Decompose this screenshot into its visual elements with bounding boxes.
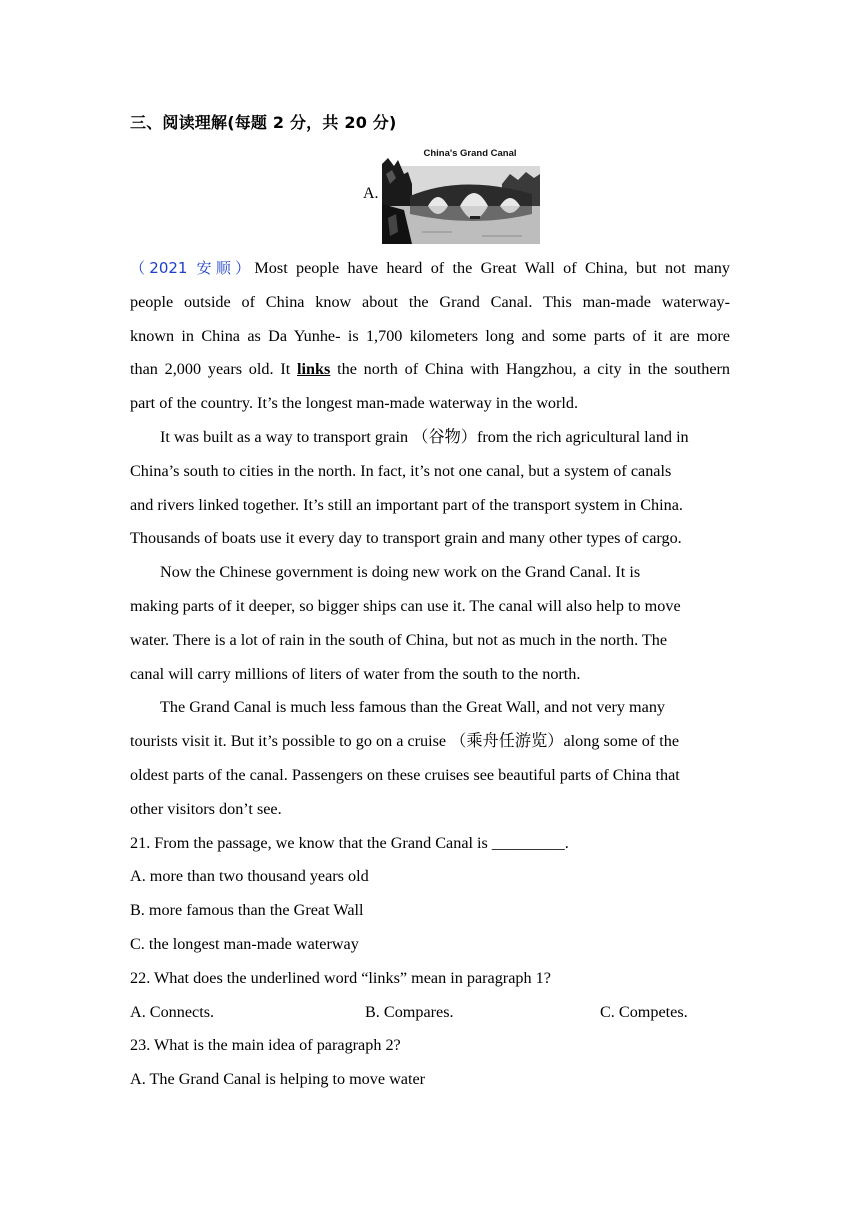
question-22-option-b: B. Compares. [365,1002,454,1021]
figure-caption: China's Grand Canal [423,148,517,159]
passage-line: making parts of it deeper, so bigger ships can use it. The canal will also help to move [130,596,681,615]
passage-line: other visitors don’t see. [130,799,282,818]
passage-line: oldest parts of the canal. Passengers on these cruises see beautiful parts of China that [130,765,680,784]
passage-line: China’s south to cities in the north. In fact, it’s not one canal, but a system of canals [130,461,672,480]
passage-line: The Grand Canal is much less famous than the Great Wall, and not very many [160,698,666,717]
question-23-stem: 23. What is the main idea of paragraph 2? [130,1036,401,1055]
passage-line: Now the Chinese government is doing new work on the Grand Canal. It is [160,563,641,582]
question-21-option-b: B. more famous than the Great Wall [130,901,364,920]
section-title: 三、阅读理解(每题 2 分，共 20 分) [130,113,397,132]
question-21-option-c: C. the longest man-made waterway [130,934,359,953]
question-22-options [130,996,730,1030]
question-23-option-a: A. The Grand Canal is helping to move water [130,1070,426,1089]
question-21-option-a: A. more than two thousand years old [130,867,369,886]
question-22-stem: 22. What does the underlined word “links” mean in paragraph 1? [130,968,551,987]
passage-line: water. There is a lot of rain in the south of China, but not as much in the north. The [130,630,668,649]
source-tag: （2021 安顺） [130,259,255,277]
passage-line [130,353,730,387]
question-22-option-a: A. Connects. [130,1002,215,1021]
passage-line: Thousands of boats use it every day to transport grain and many other types of cargo. [130,529,682,548]
passage-text: Most people have heard of the Great Wall of China, but not many [254,259,730,277]
passage-line: tourists visit it. But it’s possible to go on a cruise （乘舟任游览）along some of the [130,732,679,751]
passage-line [130,252,730,286]
passage-and-questions [130,252,730,1097]
passage-line: canal will carry millions of liters of water from the south to the north. [130,664,581,683]
passage-text: the north of China with Hangzhou, a city in the southern [337,360,731,379]
passage-text: than 2,000 years old. It [130,360,291,379]
passage-line: known in China as Da Yunhe- is 1,700 kilometers long and some parts of it are more [130,326,730,345]
question-22-option-c: C. Competes. [600,1002,688,1021]
grand-canal-photo [382,144,540,244]
figure-label: A. [363,185,379,202]
passage-line: people outside of China know about the Grand Canal. This man-made waterway- [130,292,730,311]
passage-line: and rivers linked together. It’s still an important part of the transport system in China. [130,495,683,514]
passage-line: part of the country. It’s the longest man-made waterway in the world. [130,394,579,413]
figure-row [0,144,860,244]
passage-line: It was built as a way to transport grain （谷物）from the rich agricultural land in [160,427,689,446]
question-21-stem: 21. From the passage, we know that the Grand Canal is _________. [130,833,569,852]
underlined-word-links: links [297,360,331,379]
